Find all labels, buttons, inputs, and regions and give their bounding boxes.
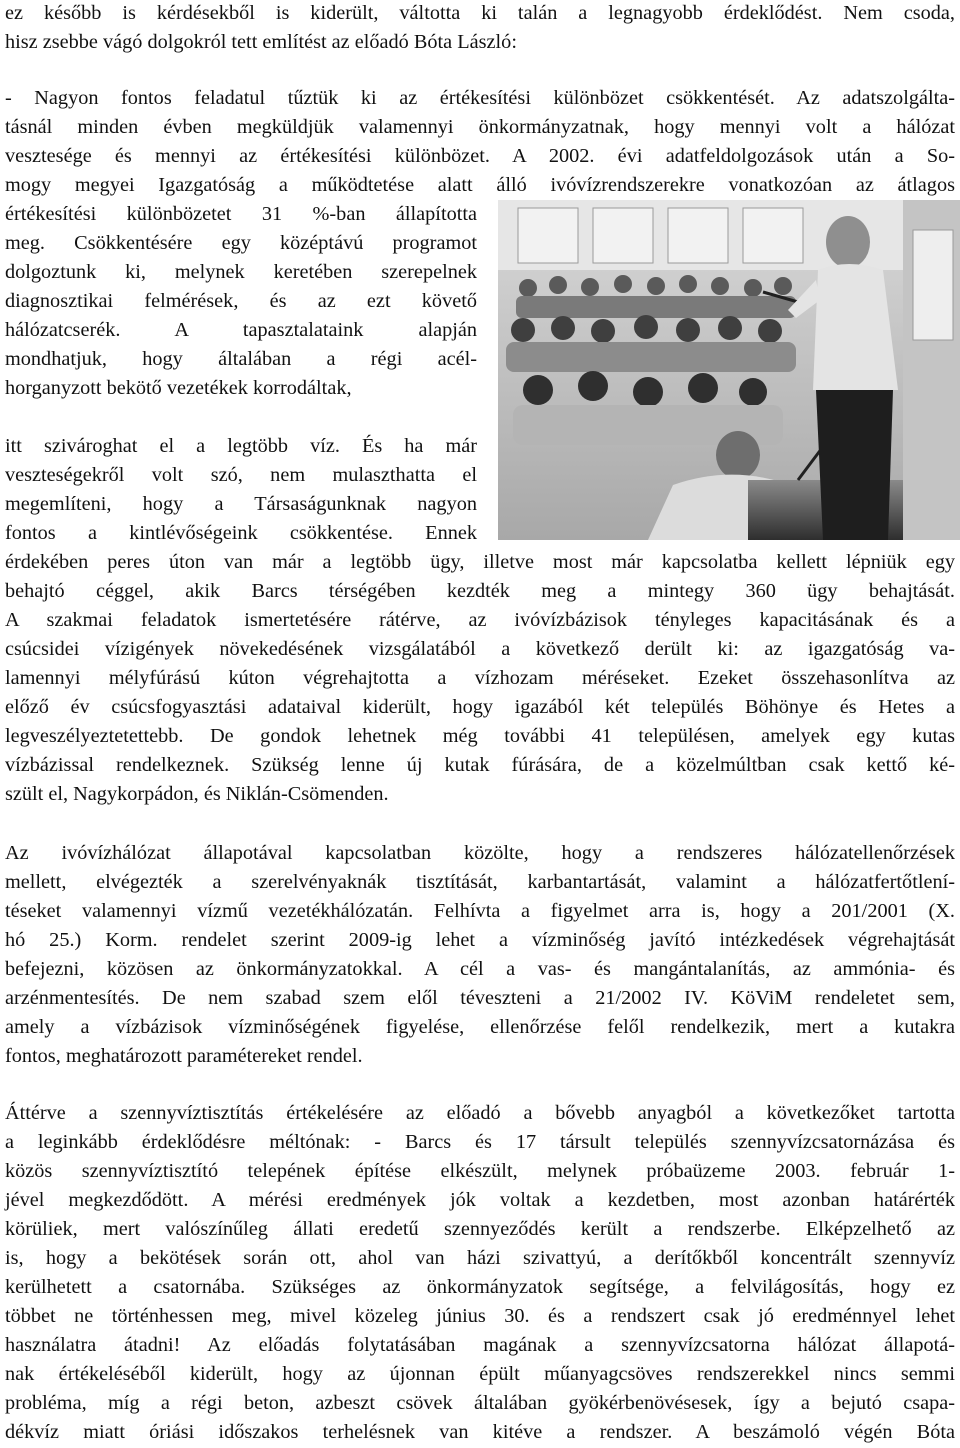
text-line: mondhatjuk, hogy általában a régi acél- [5,348,477,370]
text-line: dolgoztunk ki, melynek keretében szerepelnek [5,261,477,283]
text-line: legveszélyeztetettebb. De gondok lehetnek még további 41 településen, amelyek egy kutas [5,725,955,747]
text-line: dékvíz miatt óriási időszakos terhelésnek van kitéve a rendszer. A beszámoló végén Bóta [5,1421,955,1443]
text-line: Áttérve a szennyvíztisztítás értékelésére az előadó a bővebb anyagból a következőket tartotta [5,1102,955,1124]
text-line: veszteségekről volt szó, nem mulaszthatta el [5,464,477,486]
text-line: megemlíteni, hogy a Társaságunknak nagyon [5,493,477,515]
text-line: horganyzott bekötő vezetékek korrodáltak, [5,377,352,399]
text-line: előző év csúcsfogyasztási adataival kiderült, hogy igazából két település Böhönye és Hetes a [5,696,955,718]
text-line: behajtó céggel, akik Barcs térségében kezdték meg a mintegy 360 ügy behajtását. [5,580,955,602]
text-line: csúcsidei vízigények növekedésének vizsgálatából a következő derült ki: az igazgatóság va- [5,638,955,660]
text-line: jével megkezdődött. A mérési eredmények jók voltak a kezdetben, most azonban határérték [5,1189,955,1211]
text-line: fontos a kintlévőségeink csökkentése. Ennek [5,522,477,544]
text-line: többet ne történhessen meg, mivel közeleg június 30. és a rendszert csak jó eredménnyel lehet [5,1305,955,1327]
text-line: ez később is kérdésekből is kiderült, váltotta ki talán a legnagyobb érdeklődést. Nem csoda, [5,2,955,24]
text-line: befejezni, közösen az önkormányzatokkal. A cél a vas- és mangántalanítás, az ammónia- és [5,958,955,980]
text-line: hálózatcserék. A tapasztalataink alapján [5,319,477,341]
text-line: értékesítési különbözetet 31 %-ban állapította [5,203,477,225]
text-line: közös szennyvíztisztító telepének építése elkészült, melynek próbaüzeme 2003. február 1- [5,1160,955,1182]
text-line: mellett, elvégezték a szerelvényaknák tisztítását, karbantartását, valamint a hálózatfertőtlení- [5,871,955,893]
text-line: is, hogy a bekötések során ott, ahol van házi szivattyú, a derítőkből koncentrált szennyvíz [5,1247,955,1269]
text-line: hó 25.) Korm. rendelet szerint 2009-ig lehet a vízminőség javító intézkedések végrehajtását [5,929,955,951]
text-line: érdekében peres úton van már a legtöbb ügy, illetve most már kapcsolatba kellett lépniük egy [5,551,955,573]
text-line: diagnosztikai felmérések, és az ezt követő [5,290,477,312]
text-line: kerülhetett a csatornába. Szükséges az önkormányzatok segítsége, a felvilágosítás, hogy ez [5,1276,955,1298]
text-line: probléma, míg a régi beton, azbeszt csövek általában gyökérbenövésesek, így a bejutó csapa- [5,1392,955,1414]
text-line: lamennyi mélyfúrású kúton végrehajtotta a vízhozam méréseket. Ezeket összehasonlítva az [5,667,955,689]
text-line: körüliek, mert valószínűleg állati eredetű szennyeződés került a rendszerbe. Elképzelhető az [5,1218,955,1240]
text-line: vesztesége és mennyi az értékesítési különbözet. A 2002. évi adatfeldolgozások után a So- [5,145,955,167]
text-line: - Nagyon fontos feladatul tűztük ki az értékesítési különbözet csökkentését. Az adatszolgálta- [5,87,955,109]
text-line: vízbázissal rendelkeznek. Szükség lenne új kutak fúrására, de a közelmúltban csak kettő ké- [5,754,955,776]
text-line: használatra átadni! Az előadás folytatásában magának a szennyvízcsatorna hálózat állapotá- [5,1334,955,1356]
text-line: arzénmentesítés. De nem szabad szem elől téveszteni a 21/2002 IV. KöViM rendeletet sem, [5,987,955,1009]
text-line: A szakmai feladatok ismertetésére rátérve, az ivóvízbázisok tényleges kapacitásának és a [5,609,955,631]
text-line: a leginkább érdeklődésre méltónak: - Barcs és 17 társult település szennyvízcsatornázása és [5,1131,955,1153]
text-line: téseket valamennyi vízmű vezetékhálózatán. Felhívta a figyelmet arra is, hogy a 201/2001 (X. [5,900,955,922]
text-line: hisz zsebbe vágó dolgokról tett említést az előadó Bóta László: [5,31,517,53]
text-line: amely a vízbázisok vízminőségének figyelése, ellenőrzése felől rendelkezik, mert a kutakra [5,1016,955,1038]
conference-photo [498,200,960,540]
text-line: meg. Csökkentésére egy középtávú programot [5,232,477,254]
text-line: nak értékeléséből kiderült, hogy az újonnan épült műanyagcsöves rendszerekkel nincs semmi [5,1363,955,1385]
text-line: Az ivóvízhálózat állapotával kapcsolatban közölte, hogy a rendszeres hálózatellenőrzések [5,842,955,864]
text-line: tásnál minden évben megküldjük valamennyi önkormányzatnak, hogy mennyi volt a hálózat [5,116,955,138]
text-line: itt szivároghat el a legtöbb víz. És ha már [5,435,477,457]
text-line: mogy megyei Igazgatóság a működtetése alatt álló ivóvízrendszerekre vonatkozóan az átlagos [5,174,955,196]
text-line: szült el, Nagykorpádon, és Niklán-Csömenden. [5,783,389,805]
conference-photo-image [498,200,960,540]
text-line: fontos, meghatározott paramétereket rendel. [5,1045,363,1067]
